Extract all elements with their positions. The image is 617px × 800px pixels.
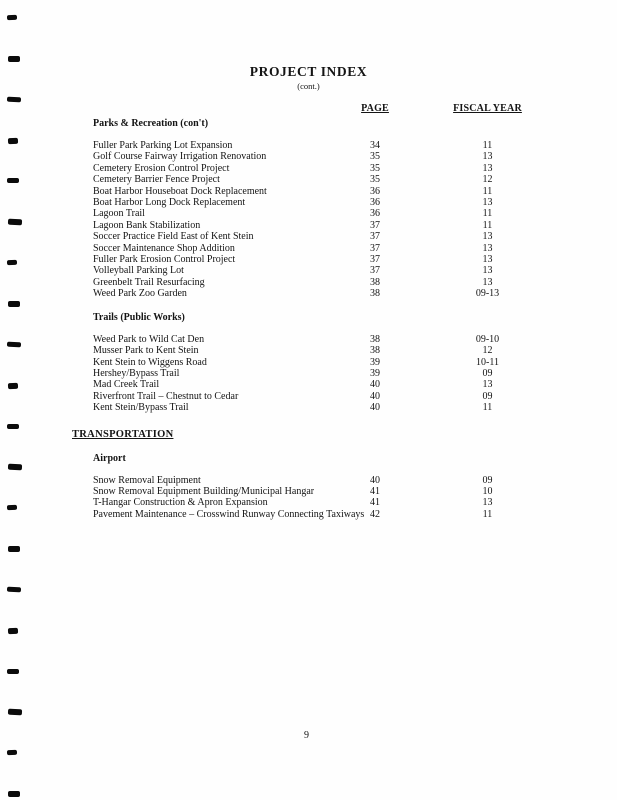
subsection-heading: Parks & Recreation (con't)	[93, 118, 209, 129]
column-header-fiscal-year: FISCAL YEAR	[453, 103, 522, 114]
project-name: Riverfront Trail – Chestnut to Cedar	[93, 390, 239, 402]
project-name: Golf Course Fairway Irrigation Renovation	[93, 151, 267, 163]
project-row	[93, 486, 617, 497]
project-name: Lagoon Trail	[93, 208, 145, 220]
project-fiscal-year: 13	[482, 497, 493, 509]
project-name: Volleyball Parking Lot	[93, 265, 184, 277]
project-page: 37	[370, 242, 380, 254]
project-row	[93, 243, 617, 254]
project-row	[93, 345, 617, 356]
project-page: 37	[370, 265, 380, 277]
project-page: 35	[370, 162, 380, 174]
project-name: Cemetery Barrier Fence Project	[93, 174, 220, 186]
project-row	[93, 151, 617, 162]
project-page: 38	[370, 345, 380, 357]
project-page: 40	[370, 474, 380, 486]
project-page: 40	[370, 379, 380, 391]
project-fiscal-year: 11	[482, 140, 493, 151]
project-name: Snow Removal Equipment	[93, 474, 201, 486]
page-subtitle: (cont.)	[297, 81, 320, 91]
project-fiscal-year: 11	[482, 185, 493, 197]
division-heading: TRANSPORTATION	[72, 428, 174, 440]
subsection-heading: Airport	[93, 452, 126, 464]
column-headers	[93, 102, 617, 115]
project-page: 34	[370, 140, 380, 151]
index-sections	[0, 118, 617, 520]
project-fiscal-year: 13	[482, 162, 493, 174]
project-page: 37	[370, 219, 380, 231]
project-row	[93, 509, 617, 520]
project-page: 42	[370, 508, 380, 520]
binding-hole-mark	[7, 587, 21, 593]
project-row	[93, 368, 617, 379]
project-row	[93, 497, 617, 508]
project-fiscal-year: 13	[482, 231, 493, 243]
page-title: PROJECT INDEX	[249, 64, 368, 79]
project-fiscal-year: 09	[482, 367, 493, 379]
project-fiscal-year: 12	[482, 174, 493, 186]
project-rows	[93, 140, 617, 300]
project-row	[93, 174, 617, 185]
page-number: 9	[304, 730, 309, 741]
project-page: 40	[370, 390, 380, 402]
project-page: 37	[370, 231, 380, 243]
project-page: 37	[370, 254, 380, 266]
project-page: 35	[370, 174, 380, 186]
project-page: 39	[370, 356, 380, 368]
project-row	[93, 277, 617, 288]
column-header-page: PAGE	[361, 103, 389, 114]
project-name: T-Hangar Construction & Apron Expansion	[93, 497, 268, 509]
project-fiscal-year: 13	[482, 242, 493, 254]
binding-hole-mark	[8, 709, 22, 716]
project-fiscal-year: 10-11	[476, 356, 499, 368]
project-row	[93, 475, 617, 486]
project-name: Fuller Park Parking Lot Expansion	[93, 140, 233, 151]
project-row	[93, 163, 617, 174]
project-fiscal-year: 11	[482, 208, 493, 220]
project-page: 41	[370, 485, 380, 497]
project-row	[93, 231, 617, 242]
binding-hole-mark	[7, 669, 19, 674]
project-row	[93, 391, 617, 402]
project-name: Lagoon Bank Stabilization	[93, 219, 201, 231]
binding-hole-mark	[8, 791, 20, 797]
project-row	[93, 197, 617, 208]
binding-hole-mark	[7, 750, 17, 756]
project-name: Kent Stein to Wiggens Road	[93, 356, 207, 368]
project-page: 38	[370, 333, 380, 345]
project-fiscal-year: 11	[482, 508, 493, 520]
project-fiscal-year: 11	[482, 402, 493, 414]
project-page: 36	[370, 208, 380, 220]
project-name: Musser Park to Kent Stein	[93, 345, 199, 357]
project-row	[93, 140, 617, 151]
project-row	[93, 208, 617, 219]
project-name: Fuller Park Erosion Control Project	[93, 254, 236, 266]
project-row	[93, 334, 617, 345]
project-name: Snow Removal Equipment Building/Municipal Hangar	[93, 485, 315, 497]
project-page: 40	[370, 402, 380, 414]
project-name: Soccer Maintenance Shop Addition	[93, 242, 235, 254]
binding-hole-mark	[8, 546, 20, 552]
project-fiscal-year: 09	[482, 390, 493, 402]
project-row	[93, 254, 617, 265]
project-row	[93, 357, 617, 368]
project-row	[93, 265, 617, 276]
project-fiscal-year: 09-10	[475, 333, 500, 345]
project-row	[93, 379, 617, 390]
project-name: Weed Park to Wild Cat Den	[93, 333, 205, 345]
project-fiscal-year: 12	[482, 345, 493, 357]
project-row	[93, 186, 617, 197]
project-fiscal-year: 13	[482, 151, 493, 163]
project-name: Pavement Maintenance – Crosswind Runway Connecting Taxiways	[93, 508, 365, 520]
column-header-spacer	[93, 102, 345, 115]
project-fiscal-year: 10	[482, 485, 493, 497]
project-fiscal-year: 13	[482, 276, 493, 288]
project-rows	[93, 475, 617, 521]
project-fiscal-year: 13	[482, 254, 493, 266]
project-name: Cemetery Erosion Control Project	[93, 162, 230, 174]
project-fiscal-year: 09	[482, 474, 493, 486]
project-rows	[93, 334, 617, 414]
project-name: Boat Harbor Long Dock Replacement	[93, 197, 246, 209]
project-page: 41	[370, 497, 380, 509]
project-fiscal-year: 09-13	[475, 288, 500, 300]
project-page: 36	[370, 185, 380, 197]
project-row	[93, 402, 617, 413]
project-name: Hershey/Bypass Trail	[93, 367, 180, 379]
project-page: 38	[370, 288, 380, 300]
binding-hole-mark	[8, 627, 18, 634]
project-fiscal-year: 13	[482, 265, 493, 277]
project-page: 39	[370, 367, 380, 379]
project-page: 35	[370, 151, 380, 163]
project-page: 36	[370, 197, 380, 209]
project-page: 38	[370, 276, 380, 288]
subsection-heading: Trails (Public Works)	[93, 311, 185, 323]
project-row	[93, 220, 617, 231]
project-name: Weed Park Zoo Garden	[93, 288, 187, 300]
project-row	[93, 288, 617, 299]
project-fiscal-year: 13	[482, 379, 493, 391]
project-name: Kent Stein/Bypass Trail	[93, 402, 189, 414]
project-name: Greenbelt Trail Resurfacing	[93, 276, 205, 288]
project-fiscal-year: 11	[482, 219, 493, 231]
project-name: Boat Harbor Houseboat Dock Replacement	[93, 185, 267, 197]
project-name: Mad Creek Trail	[93, 379, 160, 391]
project-fiscal-year: 13	[482, 197, 493, 209]
project-name: Soccer Practice Field East of Kent Stein	[93, 231, 254, 243]
